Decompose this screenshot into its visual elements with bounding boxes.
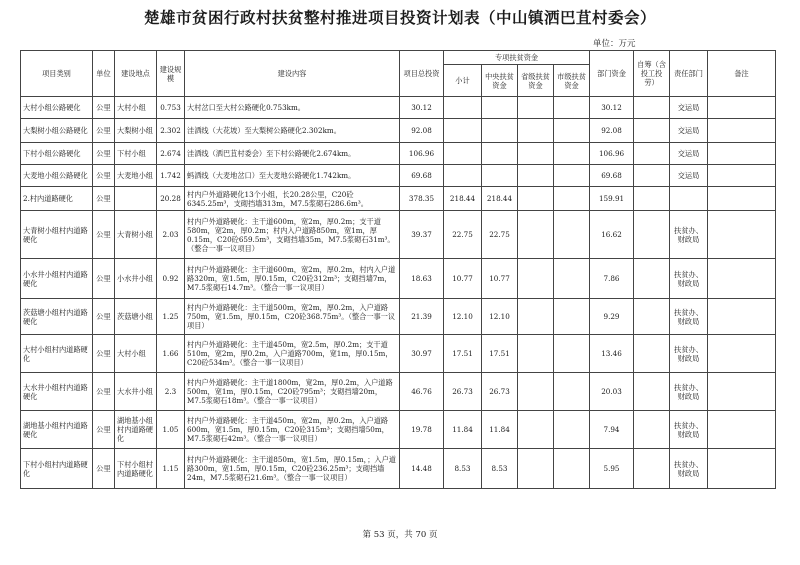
cell-provincial bbox=[518, 211, 554, 259]
cell-dept: 106.96 bbox=[590, 143, 634, 165]
header-subtotal: 小计 bbox=[444, 65, 482, 97]
cell-self bbox=[634, 143, 670, 165]
cell-note bbox=[708, 259, 776, 299]
cell-self bbox=[634, 449, 670, 489]
cell-self bbox=[634, 259, 670, 299]
cell-location: 茨菇塘小组 bbox=[115, 299, 157, 335]
cell-category: 大村小组村内道路硬化 bbox=[21, 335, 93, 373]
cell-city bbox=[554, 411, 590, 449]
cell-unit: 公里 bbox=[93, 373, 115, 411]
cell-note bbox=[708, 143, 776, 165]
header-scale: 建设规模 bbox=[157, 51, 185, 97]
cell-unit: 公里 bbox=[93, 259, 115, 299]
table-row bbox=[21, 411, 776, 449]
cell-self bbox=[634, 335, 670, 373]
cell-subtotal bbox=[444, 143, 482, 165]
cell-total: 21.39 bbox=[400, 299, 444, 335]
cell-note bbox=[708, 411, 776, 449]
cell-dept: 30.12 bbox=[590, 97, 634, 119]
cell-self bbox=[634, 411, 670, 449]
cell-unit: 公里 bbox=[93, 299, 115, 335]
cell-city bbox=[554, 143, 590, 165]
cell-provincial bbox=[518, 119, 554, 143]
header-category: 项目类别 bbox=[21, 51, 93, 97]
cell-self bbox=[634, 187, 670, 211]
cell-scale: 20.28 bbox=[157, 187, 185, 211]
cell-unit: 公里 bbox=[93, 211, 115, 259]
cell-provincial bbox=[518, 259, 554, 299]
cell-content: 蚂洒线（大麦地岔口）至大麦地公路硬化1.742km。 bbox=[185, 165, 400, 187]
cell-category: 大麦地小组公路硬化 bbox=[21, 165, 93, 187]
cell-resp: 扶贫办、财政局 bbox=[670, 411, 708, 449]
table-row bbox=[21, 373, 776, 411]
cell-self bbox=[634, 165, 670, 187]
cell-scale: 1.742 bbox=[157, 165, 185, 187]
cell-resp: 交运局 bbox=[670, 165, 708, 187]
cell-provincial bbox=[518, 411, 554, 449]
cell-content: 洼洒线（洒巴苴村委会）至下村公路硬化2.674km。 bbox=[185, 143, 400, 165]
cell-subtotal bbox=[444, 165, 482, 187]
header-special: 专项扶贫资金 bbox=[444, 51, 590, 65]
cell-central bbox=[482, 97, 518, 119]
cell-provincial bbox=[518, 299, 554, 335]
cell-city bbox=[554, 259, 590, 299]
cell-dept: 92.08 bbox=[590, 119, 634, 143]
cell-scale: 1.05 bbox=[157, 411, 185, 449]
cell-city bbox=[554, 119, 590, 143]
table-row bbox=[21, 449, 776, 489]
cell-note bbox=[708, 299, 776, 335]
cell-provincial bbox=[518, 187, 554, 211]
cell-location: 湖地基小组村内道路硬化 bbox=[115, 411, 157, 449]
header-location: 建设地点 bbox=[115, 51, 157, 97]
cell-note bbox=[708, 335, 776, 373]
table-row bbox=[21, 187, 776, 211]
cell-total: 378.35 bbox=[400, 187, 444, 211]
cell-unit: 公里 bbox=[93, 119, 115, 143]
cell-resp: 扶贫办、财政局 bbox=[670, 335, 708, 373]
cell-total: 39.37 bbox=[400, 211, 444, 259]
cell-scale: 1.66 bbox=[157, 335, 185, 373]
cell-total: 30.97 bbox=[400, 335, 444, 373]
header-provincial: 省级扶贫资金 bbox=[518, 65, 554, 97]
header-total: 项目总投资 bbox=[400, 51, 444, 97]
table-row bbox=[21, 97, 776, 119]
cell-total: 14.48 bbox=[400, 449, 444, 489]
cell-scale: 0.753 bbox=[157, 97, 185, 119]
cell-provincial bbox=[518, 373, 554, 411]
cell-note bbox=[708, 165, 776, 187]
cell-city bbox=[554, 449, 590, 489]
cell-resp bbox=[670, 187, 708, 211]
cell-scale: 2.3 bbox=[157, 373, 185, 411]
cell-city bbox=[554, 187, 590, 211]
cell-total: 46.76 bbox=[400, 373, 444, 411]
cell-location: 大青树小组 bbox=[115, 211, 157, 259]
cell-location: 下村小组村内道路硬化 bbox=[115, 449, 157, 489]
cell-category: 大梨树小组公路硬化 bbox=[21, 119, 93, 143]
cell-scale: 2.03 bbox=[157, 211, 185, 259]
cell-note bbox=[708, 97, 776, 119]
cell-central: 26.73 bbox=[482, 373, 518, 411]
cell-unit: 公里 bbox=[93, 335, 115, 373]
cell-central: 22.75 bbox=[482, 211, 518, 259]
cell-dept: 7.86 bbox=[590, 259, 634, 299]
unit-label: 单位：万元 bbox=[593, 39, 636, 49]
cell-note bbox=[708, 449, 776, 489]
header-note: 备注 bbox=[708, 51, 776, 97]
table-row bbox=[21, 165, 776, 187]
cell-unit: 公里 bbox=[93, 411, 115, 449]
cell-dept: 20.03 bbox=[590, 373, 634, 411]
cell-subtotal: 8.53 bbox=[444, 449, 482, 489]
cell-scale: 1.15 bbox=[157, 449, 185, 489]
table-row bbox=[21, 119, 776, 143]
cell-category: 大水井小组村内道路硬化 bbox=[21, 373, 93, 411]
cell-location: 大村小组 bbox=[115, 97, 157, 119]
cell-subtotal: 26.73 bbox=[444, 373, 482, 411]
cell-note bbox=[708, 119, 776, 143]
cell-city bbox=[554, 165, 590, 187]
cell-subtotal: 218.44 bbox=[444, 187, 482, 211]
cell-total: 69.68 bbox=[400, 165, 444, 187]
cell-note bbox=[708, 187, 776, 211]
cell-resp: 交运局 bbox=[670, 97, 708, 119]
cell-central bbox=[482, 119, 518, 143]
cell-total: 19.78 bbox=[400, 411, 444, 449]
cell-resp: 扶贫办、财政局 bbox=[670, 299, 708, 335]
cell-note bbox=[708, 211, 776, 259]
cell-total: 106.96 bbox=[400, 143, 444, 165]
cell-resp: 扶贫办、财政局 bbox=[670, 259, 708, 299]
cell-category: 大青树小组村内道路硬化 bbox=[21, 211, 93, 259]
cell-provincial bbox=[518, 335, 554, 373]
cell-location: 小水井小组 bbox=[115, 259, 157, 299]
page-title: 楚雄市贫困行政村扶贫整村推进项目投资计划表（中山镇洒巴苴村委会） bbox=[143, 8, 656, 27]
page-number: 第 53 页，共 70 页 bbox=[362, 530, 438, 540]
cell-unit: 公里 bbox=[93, 165, 115, 187]
table-row bbox=[21, 299, 776, 335]
cell-note bbox=[708, 373, 776, 411]
cell-dept: 16.62 bbox=[590, 211, 634, 259]
cell-unit: 公里 bbox=[93, 97, 115, 119]
cell-content: 村内户外道路硬化：主干道450m，宽2.5m，厚0.2m；支干道510m，宽2m，厚0.2m，入户道路700m，宽1m，厚0.15m，C20砼534m³。（整合一事一议项目） bbox=[185, 335, 400, 373]
cell-content: 村内户外道路硬化：主干道850m，宽1.5m，厚0.15m，；入户道路300m，宽1.5m，厚0.15m，C20砼236.25m³；支砌挡墙24m，M7.5浆砌石21.6m³。（整合一事一议项目） bbox=[185, 449, 400, 489]
cell-central: 10.77 bbox=[482, 259, 518, 299]
cell-scale: 0.92 bbox=[157, 259, 185, 299]
cell-scale: 1.25 bbox=[157, 299, 185, 335]
cell-total: 30.12 bbox=[400, 97, 444, 119]
table-row bbox=[21, 259, 776, 299]
cell-content: 村内户外道路硬化13个小组，长20.28公里，C20砼6345.25m³，支砌挡墙313m，M7.5浆砌石286.6m³。 bbox=[185, 187, 400, 211]
cell-city bbox=[554, 335, 590, 373]
cell-content: 洼洒线（大花坡）至大梨树公路硬化2.302km。 bbox=[185, 119, 400, 143]
table-row bbox=[21, 335, 776, 373]
cell-central bbox=[482, 143, 518, 165]
cell-dept: 13.46 bbox=[590, 335, 634, 373]
cell-self bbox=[634, 211, 670, 259]
cell-city bbox=[554, 299, 590, 335]
cell-resp: 扶贫办、财政局 bbox=[670, 449, 708, 489]
header-central: 中央扶贫资金 bbox=[482, 65, 518, 97]
cell-content: 村内户外道路硬化：主干道500m，宽2m，厚0.2m，入户道路750m，宽1.5m，厚0.15m，C20砼368.75m³。（整合一事一议项目） bbox=[185, 299, 400, 335]
table-row bbox=[21, 143, 776, 165]
cell-subtotal: 10.77 bbox=[444, 259, 482, 299]
cell-category: 小水井小组村内道路硬化 bbox=[21, 259, 93, 299]
cell-self bbox=[634, 299, 670, 335]
cell-self bbox=[634, 97, 670, 119]
cell-provincial bbox=[518, 143, 554, 165]
cell-provincial bbox=[518, 165, 554, 187]
cell-unit: 公里 bbox=[93, 449, 115, 489]
cell-scale: 2.302 bbox=[157, 119, 185, 143]
cell-category: 下村小组村内道路硬化 bbox=[21, 449, 93, 489]
cell-category: 大村小组公路硬化 bbox=[21, 97, 93, 119]
cell-category: 下村小组公路硬化 bbox=[21, 143, 93, 165]
cell-resp: 扶贫办、财政局 bbox=[670, 211, 708, 259]
cell-location: 大梨树小组 bbox=[115, 119, 157, 143]
cell-subtotal bbox=[444, 119, 482, 143]
cell-total: 18.63 bbox=[400, 259, 444, 299]
cell-central: 218.44 bbox=[482, 187, 518, 211]
cell-resp: 交运局 bbox=[670, 119, 708, 143]
cell-city bbox=[554, 373, 590, 411]
cell-city bbox=[554, 97, 590, 119]
cell-central: 11.84 bbox=[482, 411, 518, 449]
header-dept: 部门资金 bbox=[590, 51, 634, 97]
cell-dept: 7.94 bbox=[590, 411, 634, 449]
header-resp: 责任部门 bbox=[670, 51, 708, 97]
cell-category: 2.村内道路硬化 bbox=[21, 187, 93, 211]
header-self: 自筹（含投工投劳） bbox=[634, 51, 670, 97]
cell-category: 茨菇塘小组村内道路硬化 bbox=[21, 299, 93, 335]
cell-dept: 69.68 bbox=[590, 165, 634, 187]
cell-dept: 9.29 bbox=[590, 299, 634, 335]
cell-subtotal bbox=[444, 97, 482, 119]
cell-self bbox=[634, 373, 670, 411]
cell-subtotal: 12.10 bbox=[444, 299, 482, 335]
cell-provincial bbox=[518, 449, 554, 489]
header-content: 建设内容 bbox=[185, 51, 400, 97]
cell-dept: 159.91 bbox=[590, 187, 634, 211]
investment-table bbox=[20, 50, 776, 489]
cell-scale: 2.674 bbox=[157, 143, 185, 165]
cell-central bbox=[482, 165, 518, 187]
cell-central: 8.53 bbox=[482, 449, 518, 489]
cell-unit: 公里 bbox=[93, 143, 115, 165]
cell-content: 村内户外道路硬化：主干道600m，宽2m，厚0.2m；支干道580m，宽2m，厚0.2m；村内入户道路850m，宽1m，厚0.15m，C20砼659.5m³，支砌挡墙35m，M7.5浆砌石31m³。（整合一事一议项目） bbox=[185, 211, 400, 259]
cell-central: 12.10 bbox=[482, 299, 518, 335]
cell-content: 村内户外道路硬化：主干道600m，宽2m，厚0.2m，村内入户道路320m，宽1.5m，厚0.15m，C20砼312m³；支砌挡墙7m，M7.5浆砌石14.7m³。（整合一事一议项目） bbox=[185, 259, 400, 299]
header-unit: 单位 bbox=[93, 51, 115, 97]
cell-content: 村内户外道路硬化：主干道450m，宽2m，厚0.2m，入户道路600m，宽1.5m，厚0.15m，C20砼315m³；支砌挡墙50m，M7.5浆砌石42m³。（整合一事一议项目） bbox=[185, 411, 400, 449]
cell-location: 大村小组 bbox=[115, 335, 157, 373]
cell-total: 92.08 bbox=[400, 119, 444, 143]
cell-city bbox=[554, 211, 590, 259]
cell-central: 17.51 bbox=[482, 335, 518, 373]
header-city: 市级扶贫资金 bbox=[554, 65, 590, 97]
cell-category: 湖地基小组村内道路硬化 bbox=[21, 411, 93, 449]
cell-subtotal: 17.51 bbox=[444, 335, 482, 373]
cell-subtotal: 22.75 bbox=[444, 211, 482, 259]
cell-location: 下村小组 bbox=[115, 143, 157, 165]
cell-subtotal: 11.84 bbox=[444, 411, 482, 449]
cell-unit: 公里 bbox=[93, 187, 115, 211]
cell-resp: 交运局 bbox=[670, 143, 708, 165]
cell-content: 村内户外道路硬化：主干道1800m，宽2m，厚0.2m，入户道路500m，宽1m，厚0.15m，C20砼795m³；支砌挡墙20m，M7.5浆砌石18m³。（整合一事一议项目） bbox=[185, 373, 400, 411]
cell-location: 大麦地小组 bbox=[115, 165, 157, 187]
cell-dept: 5.95 bbox=[590, 449, 634, 489]
cell-location bbox=[115, 187, 157, 211]
table-row bbox=[21, 211, 776, 259]
cell-self bbox=[634, 119, 670, 143]
cell-content: 大村岔口至大村公路硬化0.753km。 bbox=[185, 97, 400, 119]
cell-location: 大水井小组 bbox=[115, 373, 157, 411]
cell-provincial bbox=[518, 97, 554, 119]
cell-resp: 扶贫办、财政局 bbox=[670, 373, 708, 411]
